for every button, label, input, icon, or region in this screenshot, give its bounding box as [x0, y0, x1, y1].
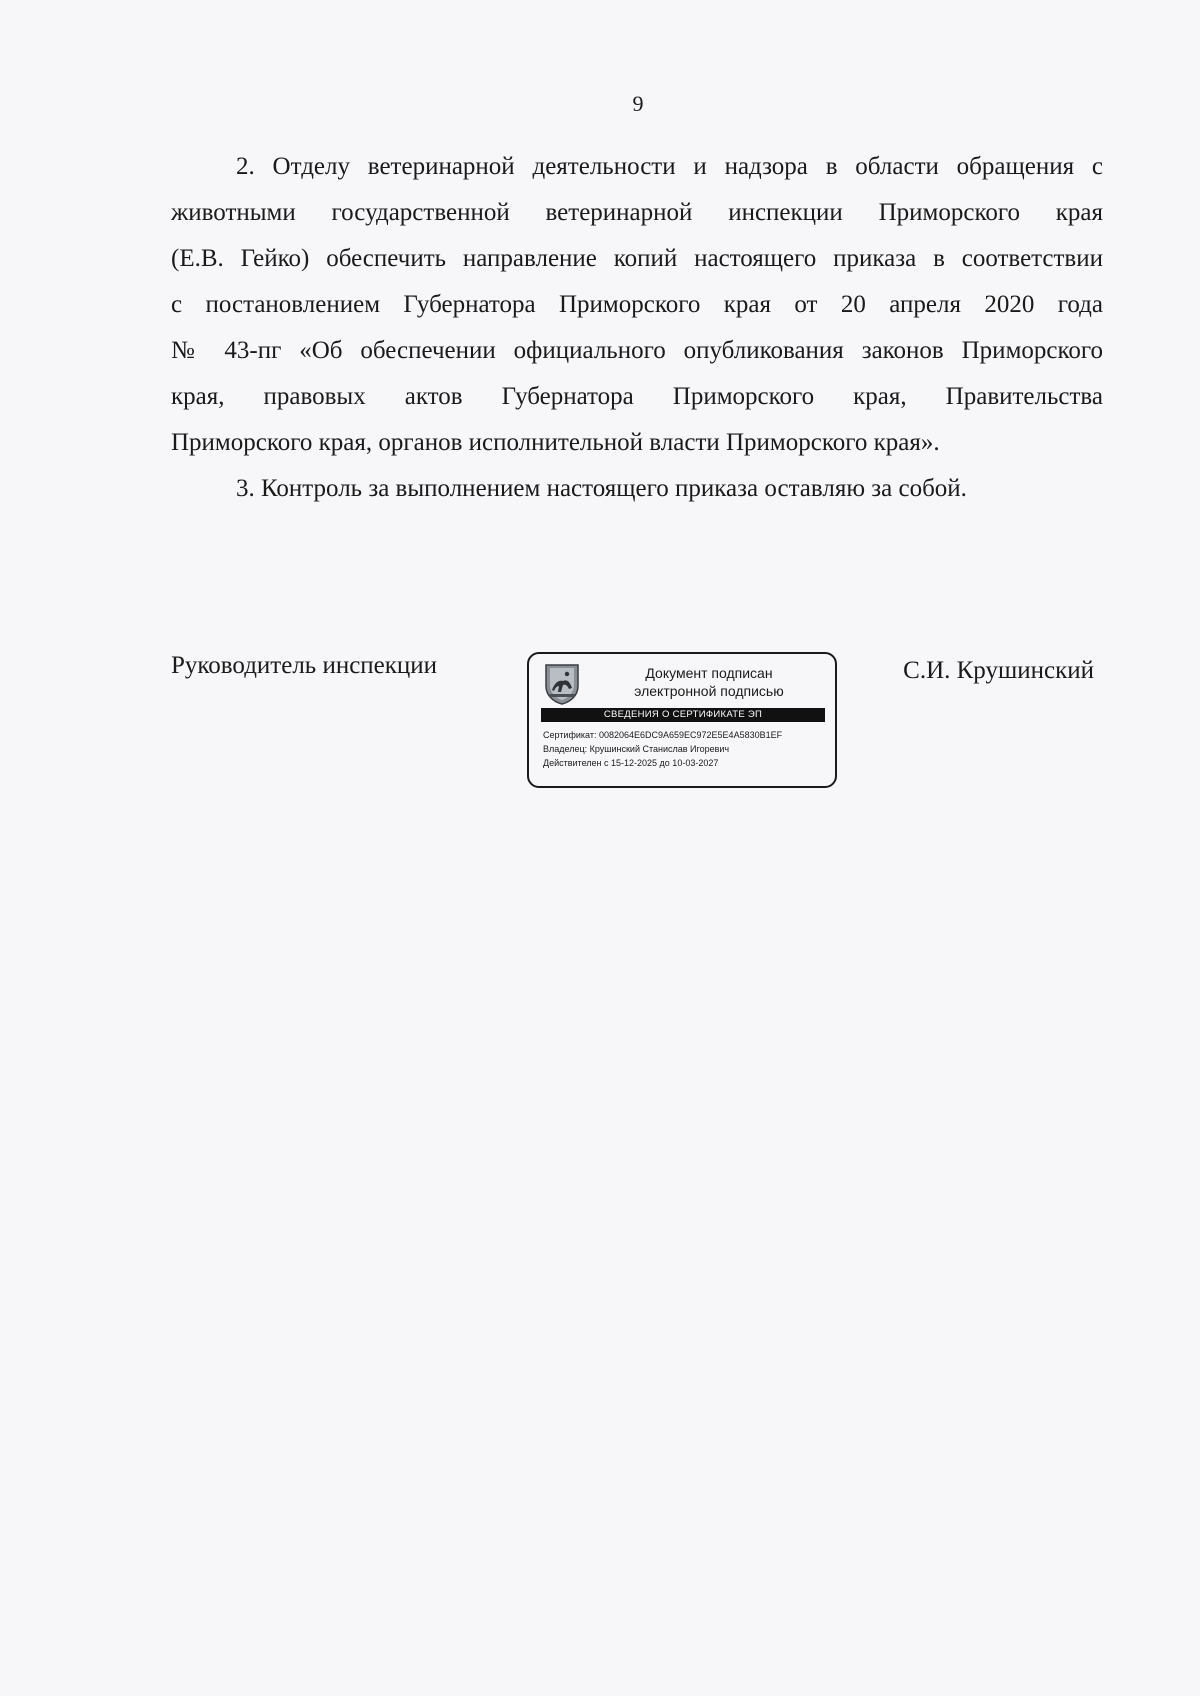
paragraph-2-line: края, правовых актов Губернатора Приморского края, Правительства [171, 383, 1103, 410]
certificate-info-bar: СВЕДЕНИЯ О СЕРТИФИКАТЕ ЭП [541, 708, 825, 722]
paragraph-2-line: Приморского края, органов исполнительной власти Приморского края». [171, 429, 940, 456]
paragraph-3 [171, 466, 1103, 512]
document-body [171, 144, 1103, 512]
page-number: 9 [632, 91, 644, 116]
paragraph-2-line: (Е.В. Гейко) обеспечить направление копий настоящего приказа в соответствии [171, 245, 1103, 272]
stamp-heading-line2: электронной подписью [634, 683, 784, 699]
certificate-number: Сертификат: 0082064E6DC9A659EC972E5E4A5830B1EF [543, 730, 783, 740]
paragraph-2-line: № 43-пг «Об обеспечении официального опубликования законов Приморского [171, 337, 1103, 364]
paragraph-2-line: животными государственной ветеринарной инспекции Приморского края [171, 199, 1103, 226]
stamp-heading [589, 664, 829, 700]
paragraph-2 [171, 144, 1103, 466]
coat-of-arms-icon [543, 662, 581, 706]
signer-name: С.И. Крушинский [903, 657, 1094, 684]
stamp-heading-line1: Документ подписан [645, 665, 773, 681]
electronic-signature-stamp [527, 652, 837, 788]
paragraph-3-line: 3. Контроль за выполнением настоящего приказа оставляю за собой. [236, 475, 967, 502]
paragraph-2-line: с постановлением Губернатора Приморского края от 20 апреля 2020 года [171, 291, 1103, 318]
certificate-validity: Действителен с 15-12-2025 до 10-03-2027 [543, 758, 719, 768]
certificate-owner: Владелец: Крушинский Станислав Игоревич [543, 744, 730, 754]
certificate-details [543, 728, 782, 770]
paragraph-2-line: 2. Отделу ветеринарной деятельности и надзора в области обращения с [236, 153, 1103, 180]
signer-position-title: Руководитель инспекции [171, 652, 438, 679]
